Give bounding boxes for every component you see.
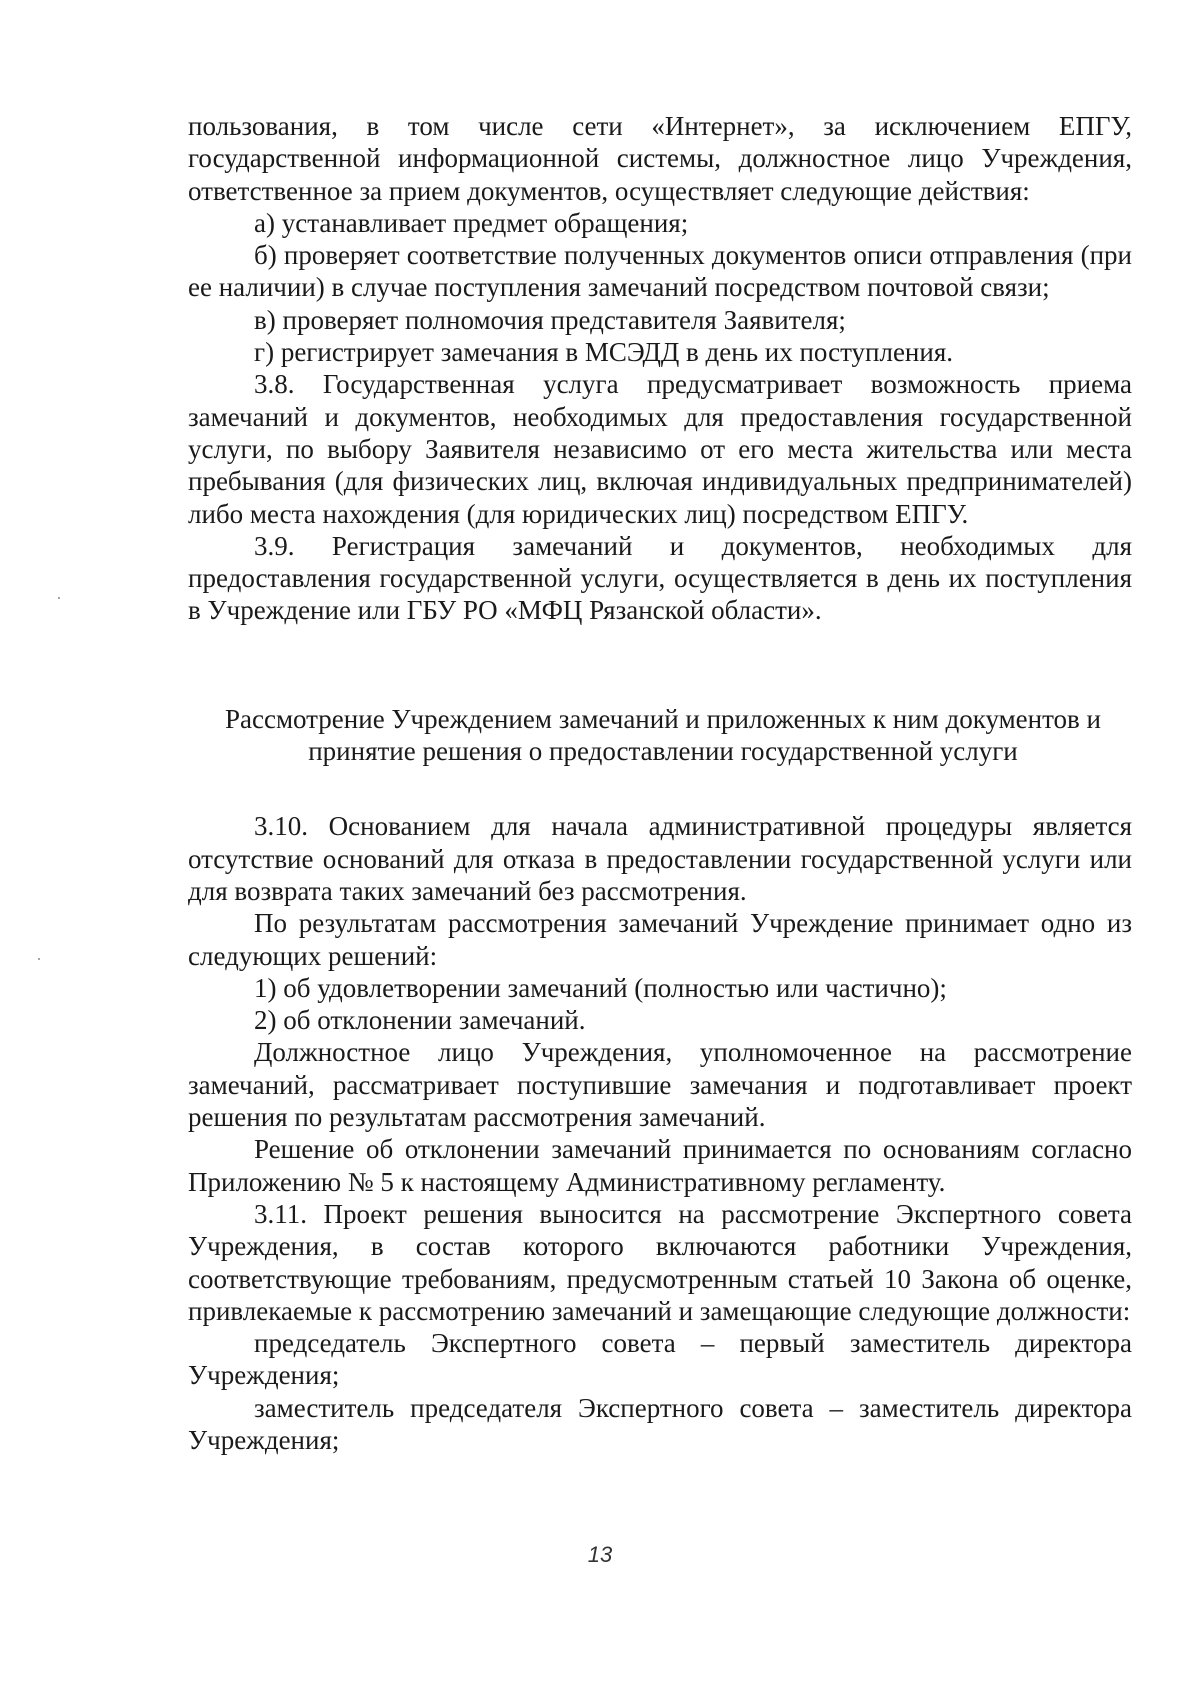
section-heading-line-2: принятие решения о предоставлении государственной услуги <box>308 736 1018 767</box>
section-heading <box>188 703 1132 768</box>
paragraph-decisions-intro: По результатам рассмотрения замечаний Учреждение принимает одно из следующих решений: <box>188 908 1132 971</box>
paragraph-3-9: 3.9. Регистрация замечаний и документов, необходимых для предоставления государственной услуги, осуществляется в день их поступления в Учреждение или ГБУ РО «МФЦ Рязанской области». <box>188 530 1132 626</box>
position-chairman: председатель Экспертного совета – первый заместитель директора Учреждения; <box>188 1328 1132 1391</box>
decision-item-1: 1) об удовлетворении замечаний (полностью или частично); <box>254 972 947 1003</box>
paragraph-rejection-grounds: Решение об отклонении замечаний принимается по основаниям согласно Приложению № 5 к настоящему Административному регламенту. <box>188 1134 1132 1197</box>
paragraph-actions-intro: пользования, в том числе сети «Интернет», за исключением ЕПГУ, государственной информационной системы, должностное лицо Учреждения, ответственное за прием документов, осуществляет следующие действия: <box>188 111 1132 206</box>
paragraph-3-10: 3.10. Основанием для начала административной процедуры является отсутствие оснований для отказа в предоставлении государственной услуги или для возврата таких замечаний без рассмотрения. <box>188 811 1132 906</box>
list-item-b: б) проверяет соответствие полученных документов описи отправления (при ее наличии) в случае поступления замечаний посредством почтовой связи; <box>188 240 1132 303</box>
paragraph-3-11: 3.11. Проект решения выносится на рассмотрение Экспертного совета Учреждения, в состав которого включаются работники Учреждения, соответствующие требованиям, предусмотренным статьей 10 Закона об оценке, привлекаемые к рассмотрению замечаний и замещающие следующие должности: <box>188 1198 1132 1326</box>
list-item-a: а) устанавливает предмет обращения; <box>254 207 689 238</box>
list-item-v: в) проверяет полномочия представителя Заявителя; <box>254 304 846 335</box>
spacer <box>188 627 1132 703</box>
decision-item-2: 2) об отклонении замечаний. <box>254 1005 586 1036</box>
list-item-g: г) регистрирует замечания в МСЭДД в день их поступления. <box>254 337 953 368</box>
position-deputy-chairman: заместитель председателя Экспертного совета – заместитель директора Учреждения; <box>188 1392 1132 1455</box>
scan-speck <box>38 958 40 960</box>
document-page <box>188 110 1132 1456</box>
paragraph-3-8: 3.8. Государственная услуга предусматривает возможность приема замечаний и документов, необходимых для предоставления государственной услуги, по выбору Заявителя независимо от его места жительства или места пребывания (для физических лиц, включая индивидуальных предпринимателей) либо места нахождения (для юридических лиц) посредством ЕПГУ. <box>188 369 1132 529</box>
scan-speck <box>58 597 60 599</box>
page-number: 13 <box>587 1542 613 1567</box>
paragraph-official-review: Должностное лицо Учреждения, уполномоченное на рассмотрение замечаний, рассматривает поступившие замечания и подготавливает проект решения по результатам рассмотрения замечаний. <box>188 1037 1132 1133</box>
spacer <box>188 767 1132 810</box>
section-heading-line-1: Рассмотрение Учреждением замечаний и приложенных к ним документов и <box>224 703 1102 734</box>
